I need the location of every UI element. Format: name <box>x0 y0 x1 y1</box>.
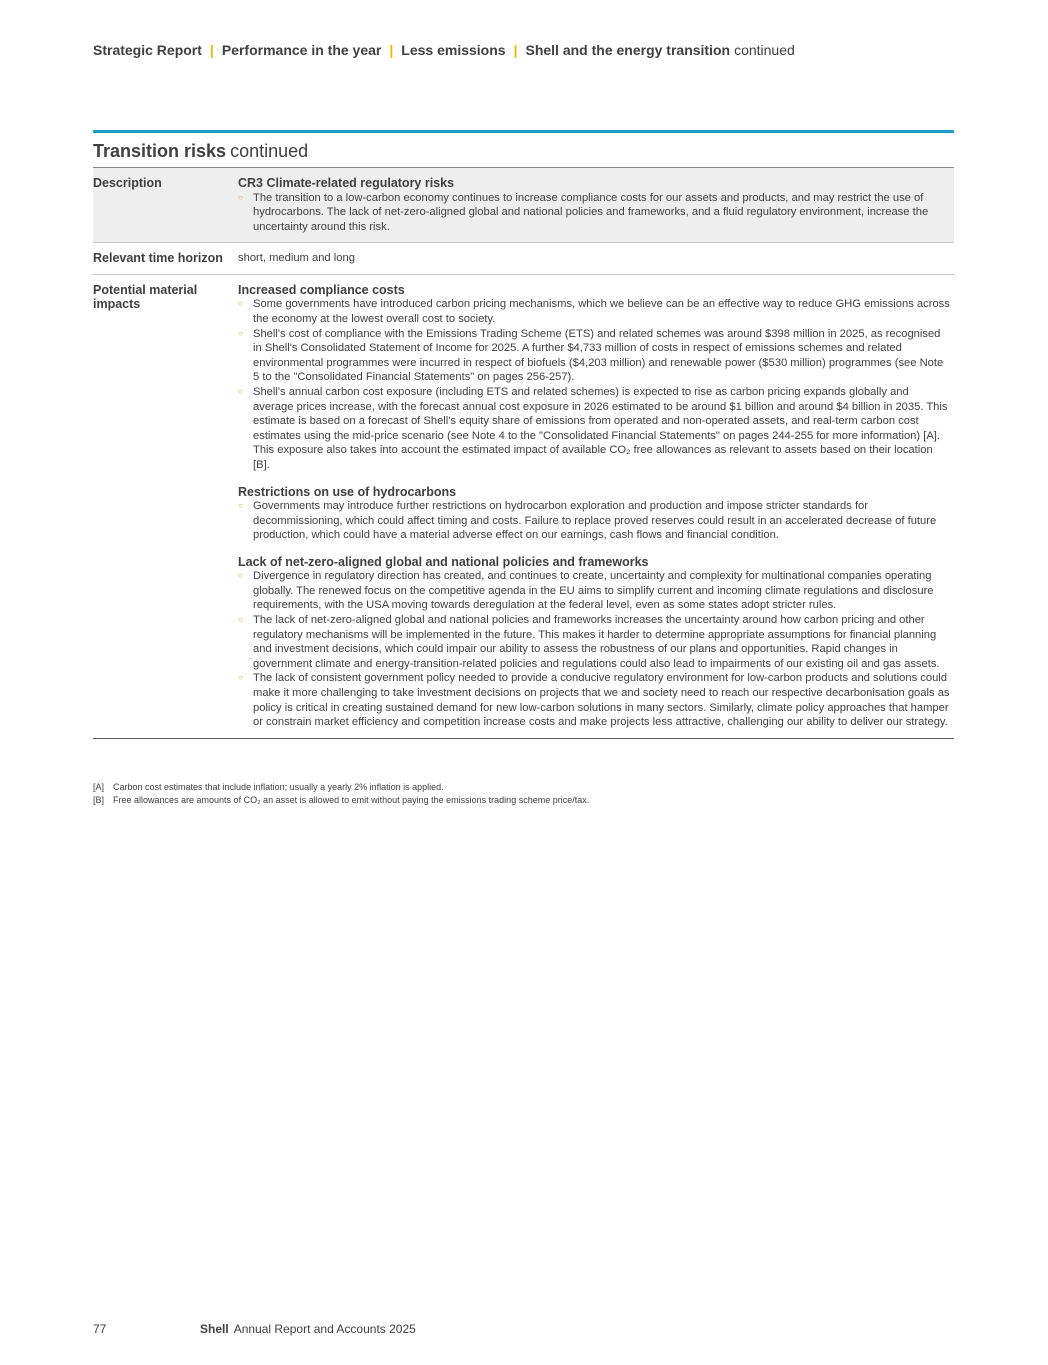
time-horizon-value: short, medium and long <box>238 252 355 265</box>
row-content-time-horizon <box>238 243 954 274</box>
footnotes <box>93 781 589 806</box>
breadcrumb-separator: | <box>389 42 394 58</box>
footer-brand: Shell <box>200 1322 229 1336</box>
footnote-a <box>93 781 589 794</box>
risk-table <box>93 167 954 739</box>
footnote-tag: [B] <box>93 794 105 805</box>
breadcrumb-separator: | <box>209 42 214 58</box>
row-label-time-horizon: Relevant time horizon <box>93 251 223 266</box>
bullet-item: ○ Some governments have introduced carbon pricing mechanisms, which we believe can be an effective way to reduce GHG emissions across the economy at the lowest overall cost to society. <box>238 297 950 326</box>
impact-heading: Restrictions on use of hydrocarbons <box>238 484 457 499</box>
row-description <box>93 168 954 243</box>
row-label-description: Description <box>93 176 162 190</box>
bullet-item: ○ The lack of net-zero-aligned global and national policies and frameworks increases the uncertainty around how carbon pricing and other regulatory mechanisms will be implemented in the future. This makes it harder to determine appropriate assumptions for financial planning and investment decisions, which could impair our ability to assess the robustness of our plans and opportunities. Rapid changes in government climate and energy-transition-related policies and regulations could also lead to impairments of our existing oil and gas assets. <box>238 613 950 671</box>
row-time-horizon <box>93 243 954 275</box>
page-number: 77 <box>93 1322 107 1336</box>
impact-heading: Increased compliance costs <box>238 282 405 297</box>
row-content-impacts <box>238 275 954 738</box>
breadcrumb-item-strategic-report[interactable]: Strategic Report <box>93 42 202 58</box>
impact-group-compliance-costs <box>238 283 950 473</box>
bullet-item: ○ Divergence in regulatory direction has created, and continues to create, uncertainty and complexity for multinational companies operating globally. The renewed focus on the competitive agenda in the EU aims to simplify current and incoming climate regulations and disclosure requirements, with the USA moving towards deregulation at the federal level, even as some states adopt stricter rules. <box>238 569 950 613</box>
breadcrumb-item-performance[interactable]: Performance in the year <box>221 42 382 58</box>
breadcrumb-item-less-emissions[interactable]: Less emissions <box>401 42 506 58</box>
row-label-impacts: Potential material impacts <box>93 282 198 312</box>
section-accent-line <box>93 130 954 133</box>
page-footer <box>93 1322 416 1336</box>
footnote-tag: [A] <box>93 782 105 792</box>
breadcrumb-separator: | <box>513 42 518 58</box>
footnote-text: Free allowances are amounts of CO₂ an asset is allowed to emit without paying the emissions trading scheme price/tax. <box>113 794 590 805</box>
bullet-item: ○ Shell's cost of compliance with the Emissions Trading Scheme (ETS) and related schemes was around $398 million in 2025, as recognised in Shell's Consolidated Statement of Income for 2025. A further $4,733 million of costs in respect of emissions schemes and related environmental programmes were incurred in respect of biofuels ($4,203 million) and renewable power ($530 million) programmes (see Note 5 to the "Consolidated Financial Statements" on pages 256-257). <box>238 327 950 385</box>
footnote-b <box>93 794 589 807</box>
impact-group-policy-frameworks <box>238 555 950 730</box>
row-content-description <box>238 168 954 242</box>
impact-group-restrictions <box>238 485 950 543</box>
footnote-text: Carbon cost estimates that include inflation; usually a yearly 2% inflation is applied. <box>113 782 444 792</box>
row-impacts <box>93 275 954 739</box>
section-title-continued: continued <box>230 141 309 161</box>
bullet-item: ○ The lack of consistent government policy needed to provide a conducive regulatory environment for low-carbon products and solutions could make it more challenging to take investment decisions on projects that we and society need to reach our respective decarbonisation goals as policy is critical in creating sustained demand for new low-carbon solutions in many sectors. Similarly, climate policy approaches that hamper or constrain market efficiency and competition increase costs and make projects less attractive, challenging our ability to deliver our strategy. <box>238 671 950 729</box>
breadcrumb-item-energy-transition[interactable]: Shell and the energy transition <box>525 42 731 58</box>
impact-heading: Lack of net-zero-aligned global and national policies and frameworks <box>238 554 649 569</box>
breadcrumb <box>93 42 795 58</box>
bullet-item: ○ Governments may introduce further restrictions on hydrocarbon exploration and production and impose stricter standards for decommissioning, which could affect timing and costs. Failure to replace proved reserves could result in an accelerated decrease of future production, which could have a material adverse effect on our earnings, cash flows and financial condition. <box>238 499 950 543</box>
section-title-text: Transition risks <box>93 141 227 161</box>
section-title <box>93 141 308 162</box>
risk-heading: CR3 Climate-related regulatory risks <box>238 176 455 190</box>
bullet-item: ○ The transition to a low-carbon economy continues to increase compliance costs for our assets and products, and may restrict the use of hydrocarbons. The lack of net-zero-aligned global and national policies and frameworks, and a fluid regulatory environment, increase the uncertainty around this risk. <box>238 191 950 235</box>
bullet-item: ○ Shell's annual carbon cost exposure (including ETS and related schemes) is expected to rise as carbon pricing expands globally and average prices increase, with the forecast annual cost exposure in 2026 estimated to be around $1 billion and around $4 billion in 2035. This estimate is based on a forecast of Shell's equity share of emissions from operated and non-operated assets, and real-term carbon cost estimates using the mid-price scenario (see Note 4 to the "Consolidated Financial Statements" on pages 244-255 for more information) [A]. This exposure also takes into account the estimated impact of available CO₂ free allowances as relevant to assets based on their location [B]. <box>238 385 950 473</box>
footer-title: Annual Report and Accounts 2025 <box>233 1322 416 1336</box>
breadcrumb-continued: continued <box>734 42 795 58</box>
